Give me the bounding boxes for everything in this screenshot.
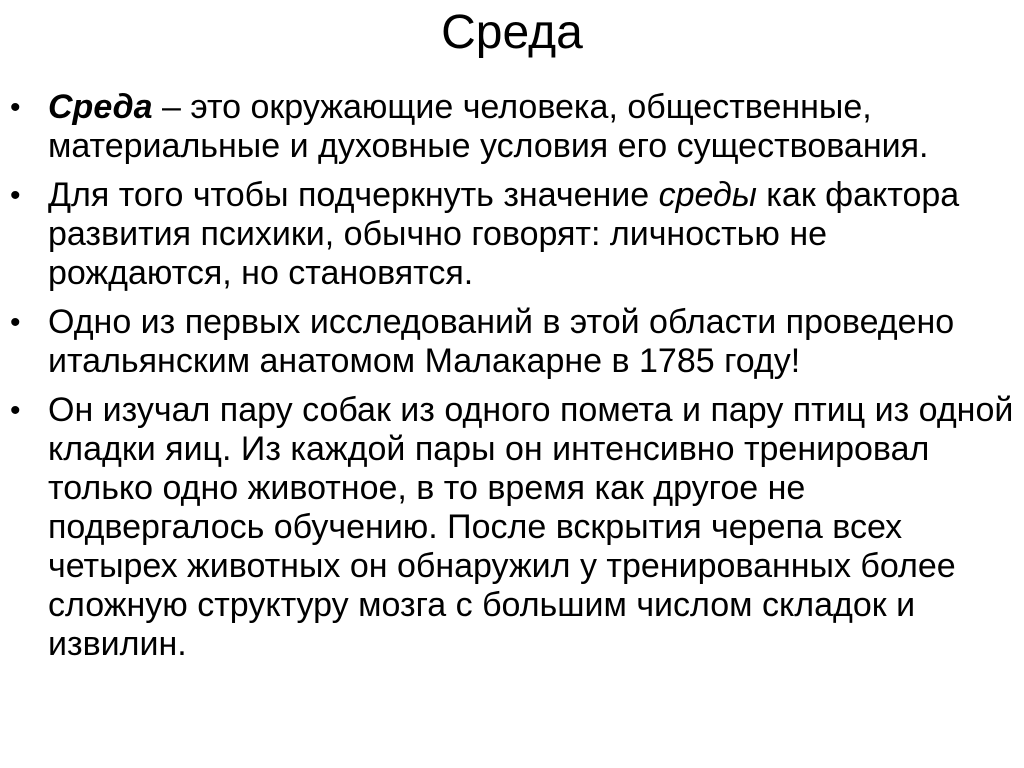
bullet-icon: • <box>10 394 21 427</box>
definition-text: – это окружающие человека, общественные, материальные и духовные условия его существования. <box>48 88 929 165</box>
bullet-text-after: как фактора развития психики, обычно говорят: личностью не рождаются, но становятся. <box>48 176 960 292</box>
slide-title: Среда <box>441 6 583 59</box>
bullet-text: Он изучал пару собак из одного помета и пару птиц из одной кладки яиц. Из каждой пары он интенсивно тренировал только одно животное, в то время как другое не подвергалось обучению. После вскрытия черепа всех четырех животных он обнаружил у тренированных более сложную структуру мозга с большим числом складок и извилин. <box>48 391 1014 663</box>
bullet-text <box>48 88 928 165</box>
bullet-item <box>0 176 1024 293</box>
bullet-text <box>48 176 959 292</box>
bullet-text-before: Для того чтобы подчеркнуть значение <box>48 176 659 214</box>
bullet-icon: • <box>10 306 21 339</box>
bullet-icon: • <box>10 91 21 124</box>
italic-emphasis: среды <box>658 176 757 214</box>
term-emphasis: Среда <box>48 88 153 126</box>
bullet-item <box>0 303 1024 381</box>
bullet-item <box>0 391 1024 664</box>
bullet-list <box>0 88 1024 674</box>
bullet-icon: • <box>10 179 21 212</box>
bullet-item <box>0 88 1024 166</box>
bullet-text: Одно из первых исследований в этой области проведено итальянским анатомом Малакарне в 1785 году! <box>48 303 955 380</box>
